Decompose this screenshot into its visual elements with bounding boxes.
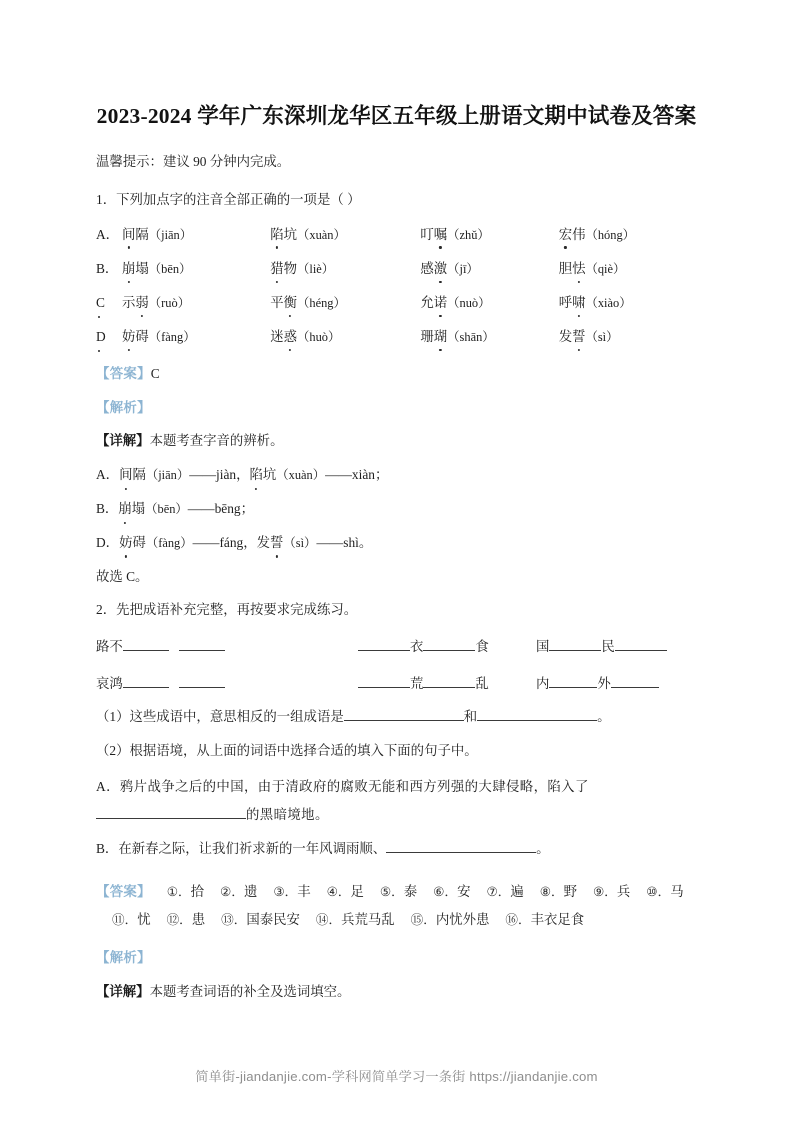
circled-number: ⑮． <box>410 912 436 928</box>
dot-mark-char: 宏 <box>559 225 572 245</box>
idiom-1-1: 路不 <box>96 636 358 657</box>
option-term: 迷惑（huò） <box>270 327 420 347</box>
pinyin: （xuàn） <box>276 468 326 483</box>
detail-text: 本题考查字音的辨析。 <box>149 433 284 449</box>
pinyin: （huò） <box>296 329 341 344</box>
option-term: 示弱（ruò） <box>122 293 270 313</box>
dot-mark-char: 激 <box>434 259 447 279</box>
circled-number: ⑯． <box>505 912 531 928</box>
circled-number: ⑬． <box>221 912 247 928</box>
blank[interactable] <box>549 638 601 651</box>
pinyin: （sì） <box>283 535 317 550</box>
idiom-2-3: 内 外 <box>536 673 696 694</box>
correction: ——xiàn； <box>325 467 389 483</box>
circled-number: ⑧． <box>539 883 564 899</box>
answer-text: 足 <box>350 883 364 899</box>
answer-text: 国泰民安 <box>246 912 300 928</box>
answer-item <box>505 906 584 935</box>
idiom-1-2: 衣 食 <box>358 636 536 657</box>
pinyin: （qiè） <box>585 261 626 276</box>
circled-number: ④． <box>326 883 351 899</box>
explain-option-letter: B． <box>96 501 119 516</box>
explain-line: A．间隔（jiān）——jiàn，陷坑（xuàn）——xiàn； <box>96 465 697 486</box>
answer-item <box>486 878 523 907</box>
question-1-conclusion: 故选 C。 <box>96 568 149 584</box>
pinyin: （bēn） <box>145 502 188 516</box>
detail-tag: 【详解】 <box>96 433 150 449</box>
question-1-stem: 1．下列加点字的注音全部正确的一项是（ ） <box>96 191 361 207</box>
option-row[interactable] <box>96 259 697 279</box>
answer-item <box>167 878 204 907</box>
blank[interactable] <box>386 839 536 852</box>
pinyin: （bēn） <box>148 261 192 276</box>
circled-number: ①． <box>166 883 191 899</box>
answer-value: C <box>150 365 160 381</box>
option-term: 胆怯（qiè） <box>559 259 697 279</box>
question-1-detail <box>96 431 697 452</box>
idiom-1-3: 国 民 <box>536 636 696 657</box>
blank[interactable] <box>123 674 169 687</box>
answer-item <box>221 906 300 935</box>
pinyin: （shān） <box>447 329 495 344</box>
pinyin: （fàng） <box>148 329 196 344</box>
answer-item <box>433 878 470 907</box>
answer-text: 遗 <box>243 883 258 899</box>
answer-item <box>411 906 490 935</box>
option-term: 间隔（jiān） <box>122 225 270 245</box>
pinyin: （jiān） <box>145 468 190 483</box>
answer-item <box>112 906 151 935</box>
answer-item <box>316 906 395 935</box>
answer-item <box>540 878 577 907</box>
dot-mark-char: 弱 <box>135 293 148 313</box>
blank[interactable] <box>549 674 597 687</box>
question-1-explain-lines <box>96 465 697 553</box>
dot-mark-char: 诺 <box>434 293 447 313</box>
dot-mark-char: 啸 <box>572 293 585 313</box>
question-2-answers <box>96 878 697 936</box>
option-term: 崩塌（bēn） <box>122 259 270 279</box>
option-letter: C <box>96 293 122 313</box>
idiom-row-2 <box>96 673 697 694</box>
blank[interactable] <box>358 674 410 687</box>
explain-line: D．妨碍（fàng）——fáng，发誓（sì）——shì。 <box>96 533 697 554</box>
pinyin: （sì） <box>585 329 619 344</box>
option-term: 妨碍（fàng） <box>122 327 270 347</box>
pinyin: （jī） <box>447 261 479 276</box>
question-2-sentence-a-line2: 的黑暗境地。 <box>96 804 697 826</box>
option-letter: D <box>96 327 122 347</box>
answer-text: 患 <box>191 912 206 928</box>
blank[interactable] <box>615 638 667 651</box>
answer-item <box>646 878 683 907</box>
question-1-options <box>96 225 697 347</box>
dot-mark-char: 嘱 <box>434 225 447 245</box>
explain-option-letter: D． <box>96 534 120 550</box>
blank[interactable] <box>179 674 225 687</box>
dot-mark-char: 衡 <box>284 293 297 313</box>
answer-item <box>220 878 257 907</box>
dot-mark-char: 陷 <box>270 225 283 245</box>
circled-number: ⑥． <box>433 883 458 899</box>
answer-tag: 【答案】 <box>96 365 151 381</box>
blank[interactable] <box>96 806 246 819</box>
answer-item <box>327 878 364 907</box>
answer-text: 泰 <box>403 883 418 899</box>
question-2-analysis-tag: 【解析】 <box>96 950 151 966</box>
pinyin: （xiào） <box>585 295 632 310</box>
answer-text: 兵 <box>616 883 631 899</box>
option-term: 平衡（héng） <box>270 293 420 313</box>
option-term: 宏伟（hóng） <box>559 225 697 245</box>
option-term: 叮嘱（zhǔ） <box>420 225 558 245</box>
answer-item <box>273 878 310 907</box>
pinyin: （hóng） <box>585 227 636 242</box>
circled-number: ③． <box>273 883 298 899</box>
question-2-sub-1: （1）这些成语中，意思相反的一组成语是 和 。 <box>96 708 611 724</box>
dot-mark-char: 惑 <box>284 327 297 347</box>
idiom-2-1: 哀鸿 <box>96 673 358 694</box>
blank[interactable] <box>179 638 225 651</box>
footer-watermark: 简单街-jiandanjie.com-学科网简单学习一条街 https://jiandanjie.com <box>195 1069 598 1084</box>
dot-mark-char: 瑚 <box>434 327 447 347</box>
question-2-stem: 2．先把成语补充完整，再按要求完成练习。 <box>96 602 358 618</box>
answer-item <box>380 878 417 907</box>
answer-text: 遍 <box>510 883 524 899</box>
question-1-answer <box>96 364 697 385</box>
circled-number: ⑦． <box>486 883 511 899</box>
circled-number: ⑤． <box>379 883 404 899</box>
pinyin: （fàng） <box>145 535 193 550</box>
option-letter: A． <box>96 226 120 242</box>
dot-mark-char: 誓 <box>572 327 585 347</box>
pinyin: （héng） <box>296 295 346 310</box>
idiom-2-2: 荒 乱 <box>358 673 536 694</box>
question-1-analysis-tag: 【解析】 <box>96 399 151 415</box>
answer-text: 丰 <box>297 883 311 899</box>
blank[interactable] <box>423 674 475 687</box>
blank[interactable] <box>477 708 597 721</box>
question-2-sentence-b: B．在新春之际，让我们祈求新的一年风调雨顺、 。 <box>96 840 550 856</box>
option-term: 珊瑚（shān） <box>420 327 558 347</box>
pinyin: （ruò） <box>148 295 191 310</box>
pinyin: （xuàn） <box>296 227 346 242</box>
option-term: 发誓（sì） <box>559 327 697 347</box>
dot-mark-char: 猎 <box>270 259 283 279</box>
answer-text: 拾 <box>190 883 205 899</box>
correction: ——shì。 <box>316 534 373 550</box>
answer-list <box>96 878 697 936</box>
correction: ——fáng， <box>192 534 257 550</box>
dot-mark-char: 誓 <box>270 533 283 554</box>
blank[interactable] <box>611 674 659 687</box>
option-row[interactable] <box>96 225 697 245</box>
circled-number: ⑨． <box>593 883 617 899</box>
dot-mark-char: 怯 <box>572 259 585 279</box>
dot-mark-char: 妨 <box>122 327 135 347</box>
explain-option-letter: A． <box>96 467 120 483</box>
circled-number: ⑪． <box>112 912 138 928</box>
circled-number: ⑩． <box>646 883 671 899</box>
correction: ——jiàn， <box>189 467 250 483</box>
answer-tag: 【答案】 <box>96 883 151 899</box>
correction: ——bēng； <box>187 501 254 516</box>
option-term: 猎物（liè） <box>270 259 420 279</box>
option-letter: B． <box>96 260 119 276</box>
answer-text: 野 <box>563 883 578 899</box>
option-term: 感激（jī） <box>420 259 558 279</box>
answer-text: 马 <box>670 883 684 899</box>
blank[interactable] <box>123 638 169 651</box>
answer-text: 兵荒马乱 <box>341 912 395 928</box>
question-2-sub-2: （2）根据语境，从上面的词语中选择合适的填入下面的句子中。 <box>96 742 478 758</box>
explain-line: B．崩塌（bēn）——bēng； <box>96 499 697 520</box>
circled-number: ⑭． <box>315 912 342 928</box>
circled-number: ⑫． <box>166 912 192 928</box>
option-row[interactable] <box>96 327 697 347</box>
idiom-row-1 <box>96 636 697 657</box>
answer-text: 安 <box>457 883 471 899</box>
circled-number: ②． <box>220 883 244 899</box>
pinyin: （liè） <box>296 261 335 276</box>
question-2-sentence-a: A．鸦片战争之后的中国，由于清政府的腐败无能和西方列强的大肆侵略，陷入了 的黑暗境地。 <box>96 776 697 825</box>
dot-mark-char: 间 <box>122 225 135 245</box>
answer-text: 内忧外患 <box>435 912 490 928</box>
pinyin: （zhǔ） <box>447 227 490 242</box>
option-row[interactable] <box>96 293 697 313</box>
exam-notice: 温馨提示：建议 90 分钟内完成。 <box>96 153 291 169</box>
blank[interactable] <box>358 638 410 651</box>
blank[interactable] <box>423 638 475 651</box>
answer-text: 忧 <box>137 912 151 928</box>
dot-mark-char: 间 <box>119 465 132 486</box>
option-term: 允诺（nuò） <box>420 293 558 313</box>
answer-item <box>593 878 630 907</box>
option-term: 呼啸（xiào） <box>559 293 697 313</box>
pinyin: （nuò） <box>447 295 491 310</box>
dot-mark-char: 陷 <box>249 465 262 486</box>
pinyin: （jiān） <box>148 227 193 242</box>
option-term: 陷坑（xuàn） <box>270 225 420 245</box>
answer-item <box>167 906 206 935</box>
dot-mark-char: 崩 <box>118 499 131 520</box>
blank[interactable] <box>344 708 464 721</box>
question-2-detail: 【详解】本题考查词语的补全及选词填空。 <box>96 984 351 1000</box>
page-title: 2023-2024 学年广东深圳龙华区五年级上册语文期中试卷及答案 <box>96 104 697 128</box>
answer-text: 丰衣足食 <box>530 912 585 928</box>
dot-mark-char: 崩 <box>122 259 135 279</box>
dot-mark-char: 妨 <box>119 533 132 554</box>
